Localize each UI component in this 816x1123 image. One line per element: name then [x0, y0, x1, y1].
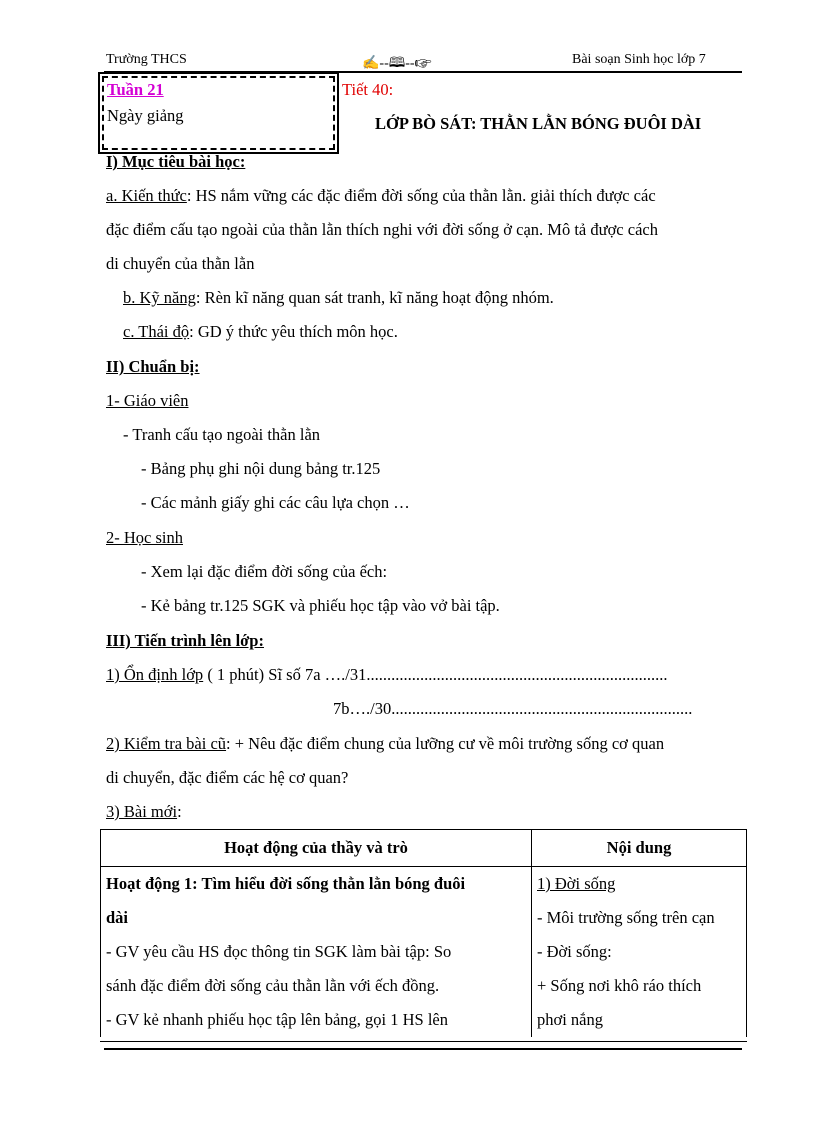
- content-cell: [532, 867, 747, 1038]
- skills-label: b. Kỹ năng: [123, 288, 196, 307]
- attitude-text: : GD ý thức yêu thích môn học.: [189, 322, 398, 341]
- header-subject: Bài soạn Sinh học lớp 7: [572, 52, 706, 67]
- knowledge-label: a. Kiến thức: [106, 186, 187, 205]
- lesson-title: LỚP BÒ SÁT: THẰN LẰN BÓNG ĐUÔI DÀI: [375, 114, 702, 133]
- content-heading: 1) Đời sống: [537, 874, 616, 893]
- step1-line: [106, 665, 667, 685]
- section2-heading: II) Chuẩn bị:: [106, 357, 200, 376]
- skills-line: [123, 288, 554, 308]
- section1-heading: I) Mục tiêu bài học:: [106, 152, 246, 171]
- student-item: - Kẻ bảng tr.125 SGK và phiếu học tập vào vở bài tập.: [141, 596, 500, 615]
- activities-cell: [101, 867, 532, 1038]
- col2-header: Nội dung: [532, 830, 747, 867]
- teacher-item: - Tranh cấu tạo ngoài thằn lằn: [123, 425, 321, 444]
- table-bottom-border: [100, 1041, 747, 1042]
- content-line: - Đời sống:: [537, 942, 612, 961]
- activity-line: - GV yêu cầu HS đọc thông tin SGK làm bài tập: So: [106, 942, 452, 961]
- col1-header: Hoạt động của thầy và trò: [101, 830, 532, 867]
- skills-text: : Rèn kĩ năng quan sát tranh, kĩ năng hoạt động nhóm.: [195, 288, 554, 307]
- content-line: + Sống nơi khô ráo thích: [537, 976, 702, 995]
- date-label: Ngày giảng: [107, 106, 184, 125]
- activity-line: sánh đặc điểm đời sống cảu thằn lằn với ếch đồng.: [106, 976, 440, 995]
- student-item: - Xem lại đặc điểm đời sống của ếch:: [141, 562, 388, 581]
- step2-line2: di chuyển, đặc điểm các hệ cơ quan?: [106, 768, 349, 787]
- content-line: - Môi trường sống trên cạn: [537, 908, 715, 927]
- teacher-item: - Các mảnh giấy ghi các câu lựa chọn …: [141, 493, 410, 512]
- activity-line: - GV kẻ nhanh phiếu học tập lên bảng, gọi 1 HS lên: [106, 1010, 449, 1029]
- knowledge-line3: di chuyển của thằn lằn: [106, 254, 255, 273]
- lesson-table: [100, 829, 747, 1037]
- step1-text: ( 1 phút) Sĩ số 7a …./31.........................................................................: [203, 665, 668, 684]
- header-school: Trường THCS: [106, 52, 187, 67]
- step2-text: : + Nêu đặc điểm chung của lưỡng cư về môi trường sống cơ quan: [226, 734, 665, 753]
- period-label: Tiết 40:: [342, 80, 394, 99]
- activity-line: dài: [106, 908, 129, 927]
- step3-line: [106, 802, 182, 822]
- knowledge-line1: [106, 186, 656, 206]
- teacher-heading: 1- Giáo viên: [106, 391, 189, 410]
- attitude-line: [123, 322, 398, 342]
- knowledge-line2: đặc điểm cấu tạo ngoài của thằn lằn thích nghi với đời sống ở cạn. Mô tả được cách: [106, 220, 658, 239]
- step3-label: 3) Bài mới: [106, 802, 178, 821]
- step2-label: 2) Kiểm tra bài cũ: [106, 734, 227, 753]
- step2-line: [106, 734, 664, 754]
- teacher-item: - Bảng phụ ghi nội dung bảng tr.125: [141, 459, 381, 478]
- header-ornament: ✍--🕮--☞: [362, 56, 432, 71]
- header-divider: [104, 71, 742, 73]
- step1-line2: 7b…./30.........................................................................: [333, 699, 693, 718]
- attitude-label: c. Thái độ: [123, 322, 190, 341]
- student-heading: 2- Học sinh: [106, 528, 183, 547]
- step1-label: 1) Ổn định lớp: [106, 665, 204, 684]
- step3-text: :: [177, 802, 182, 821]
- activity-line: Hoạt động 1: Tìm hiểu đời sống thằn lằn bóng đuôi: [106, 874, 466, 893]
- footer-divider: [104, 1048, 742, 1050]
- content-line: phơi nắng: [537, 1010, 604, 1029]
- knowledge-text: : HS nắm vững các đặc điểm đời sống của thằn lằn. giải thích được các: [186, 186, 656, 205]
- section3-heading: III) Tiến trình lên lớp:: [106, 631, 264, 650]
- week-label: Tuần 21: [107, 80, 164, 99]
